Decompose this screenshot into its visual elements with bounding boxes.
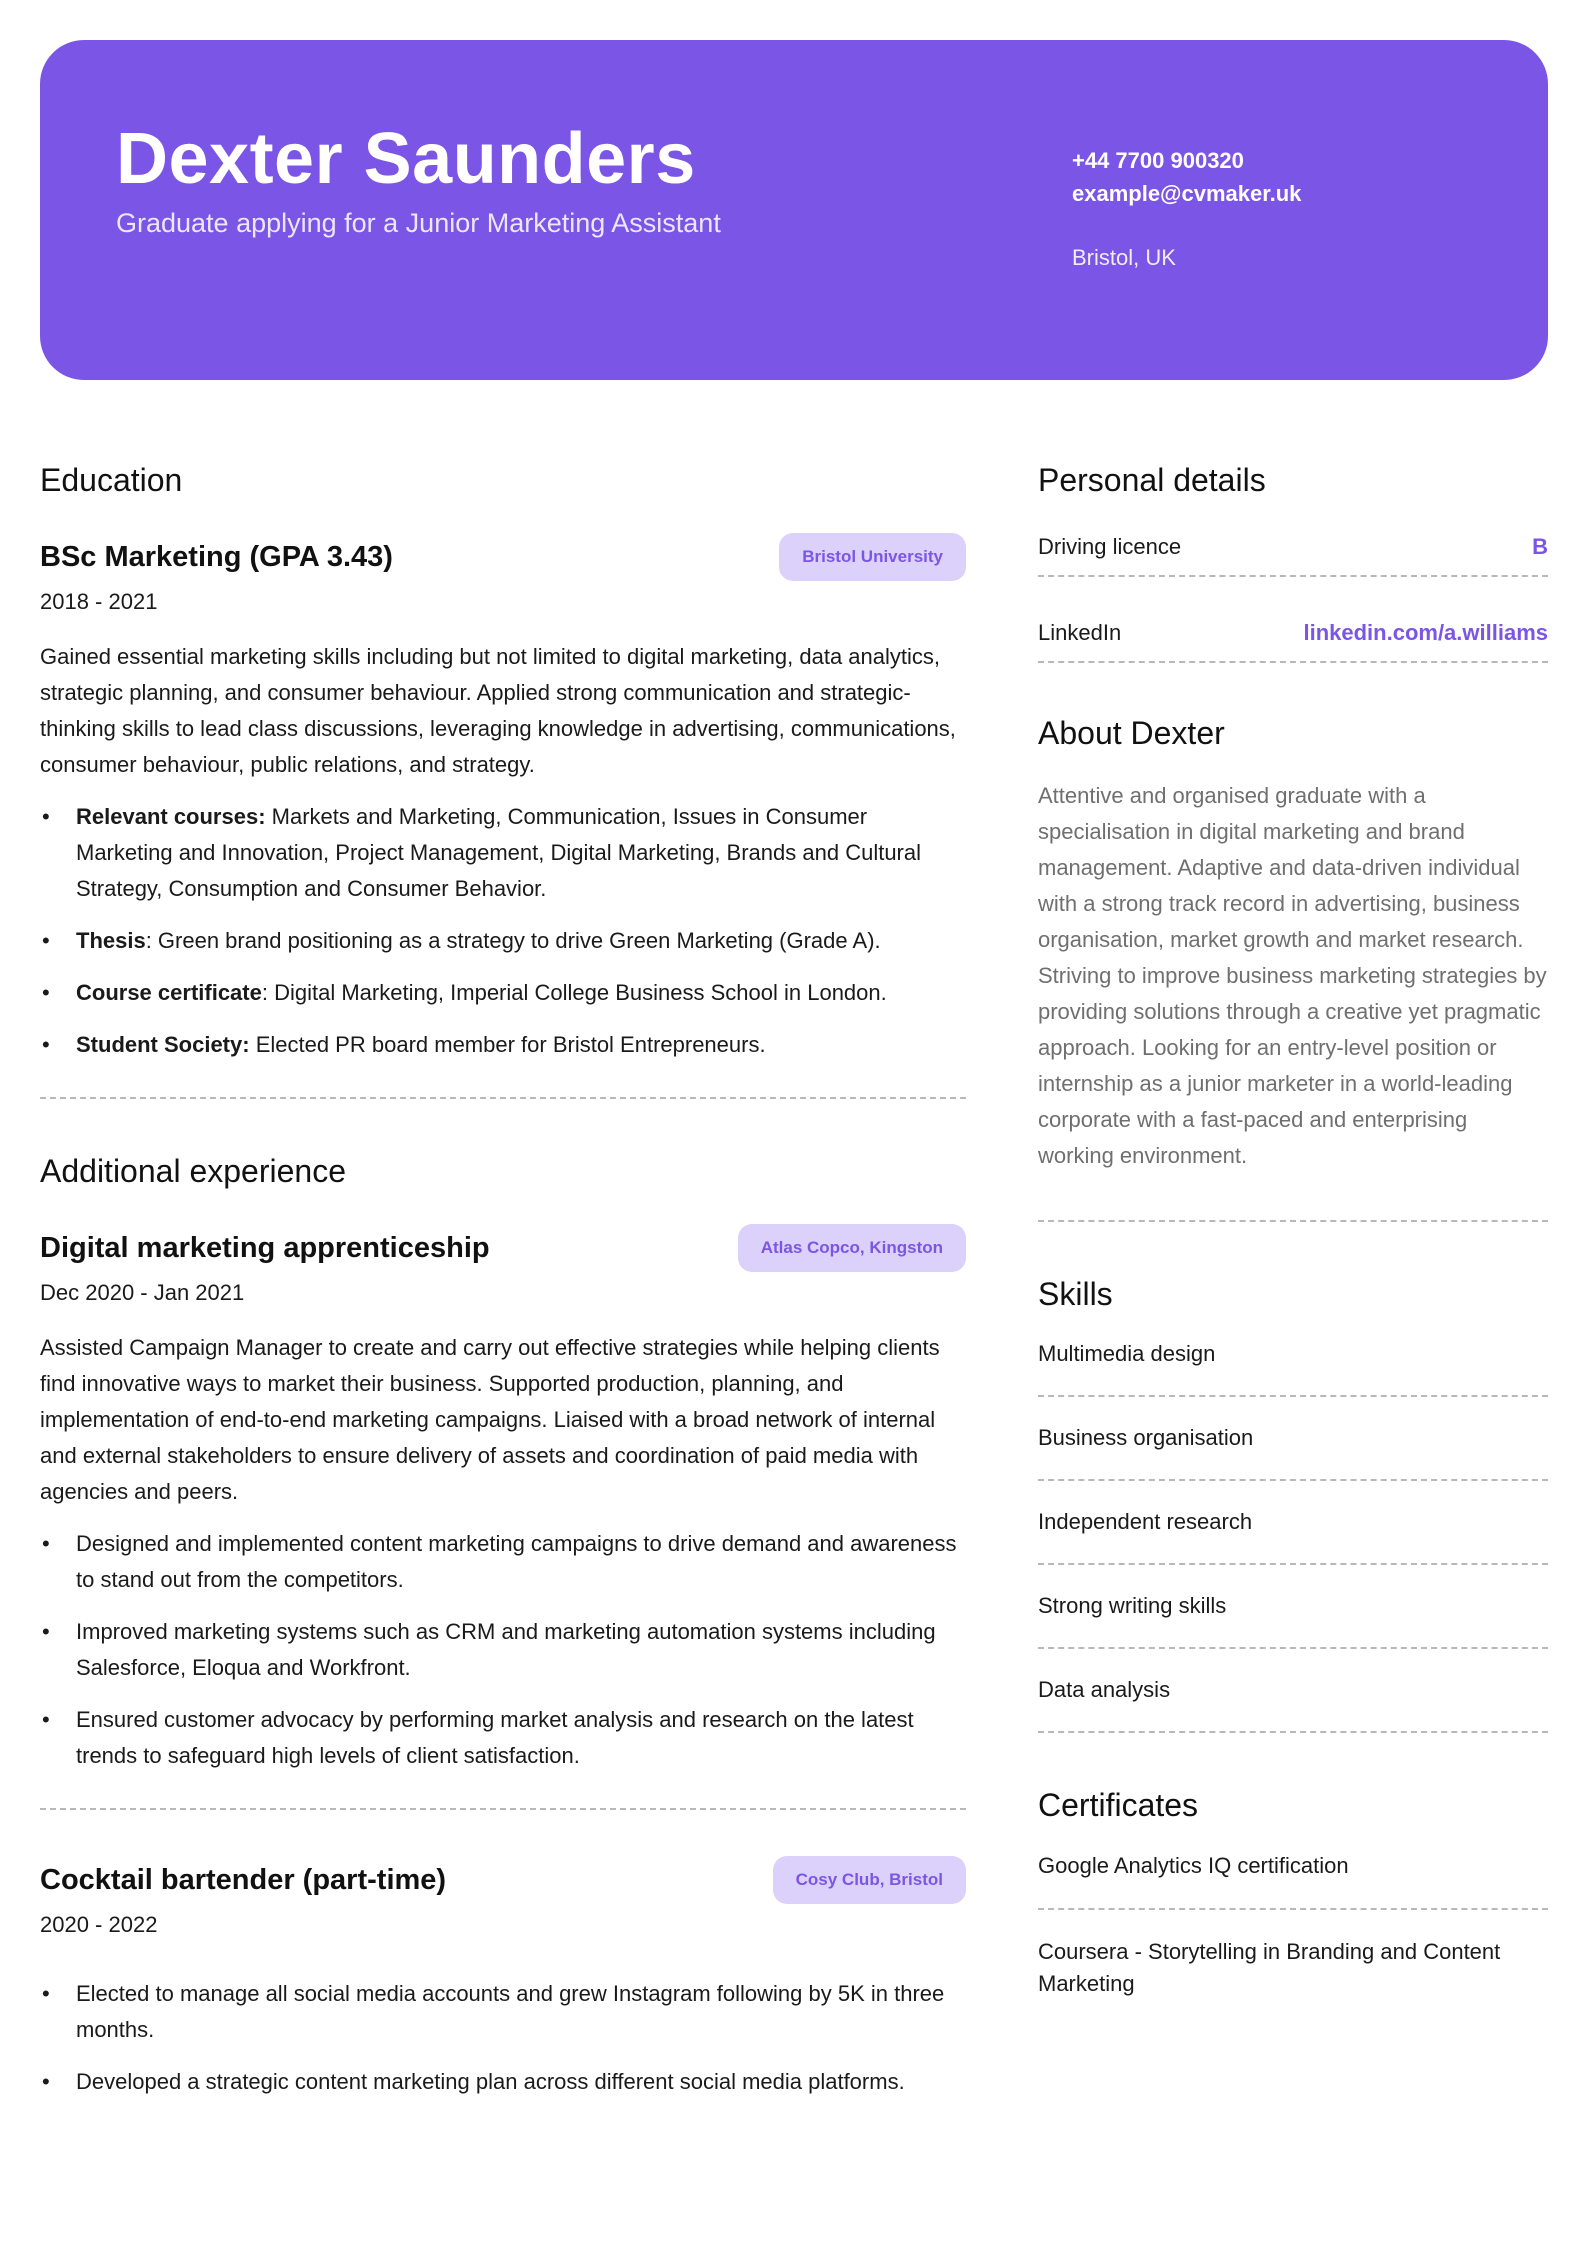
- list-item: • Course certificate: Digital Marketing, Imperial College Business School in London.: [40, 975, 966, 1011]
- experience-entry: [40, 1224, 966, 1774]
- list-item: • Designed and implemented content marketing campaigns to drive demand and awareness to stand out from the competitors.: [40, 1526, 966, 1598]
- certificates-heading: Certificates: [1038, 1787, 1199, 1823]
- about-heading: About Dexter: [1038, 715, 1225, 751]
- list-item: • Student Society: Elected PR board member for Bristol Entrepreneurs.: [40, 1027, 966, 1063]
- role-bullets: [40, 1976, 966, 2100]
- skills-list: [1038, 1313, 1548, 1733]
- role-bullets: [40, 1526, 966, 1774]
- list-item: • Ensured customer advocacy by performing market analysis and research on the latest trends to safeguard high levels of client satisfaction.: [40, 1702, 966, 1774]
- detail-row-linkedin: [1038, 605, 1548, 661]
- skill-item: Data analysis: [1038, 1649, 1548, 1733]
- divider: [1038, 661, 1548, 663]
- role-description: Assisted Campaign Manager to create and carry out effective strategies while helping clients find innovative ways to market their business. Supported production, planning, and implementation of end-to-end marketing campaigns. Liaised with a broad network of internal and external stakeholders to ensure delivery of assets and coordination of paid media with agencies and peers.: [40, 1335, 940, 1504]
- divider: [1038, 575, 1548, 577]
- education-entry: [40, 533, 966, 1063]
- email-address[interactable]: example@cvmaker.uk: [1072, 181, 1302, 206]
- phone-number[interactable]: +44 7700 900320: [1072, 148, 1244, 173]
- candidate-subtitle: Graduate applying for a Junior Marketing Assistant: [116, 208, 721, 238]
- personal-details-heading: Personal details: [1038, 462, 1266, 498]
- list-item: • Developed a strategic content marketing plan across different social media platforms.: [40, 2064, 966, 2100]
- list-item: • Improved marketing systems such as CRM and marketing automation systems including Salesforce, Eloqua and Workfront.: [40, 1614, 966, 1686]
- list-item: • Elected to manage all social media accounts and grew Instagram following by 5K in three months.: [40, 1976, 966, 2048]
- education-description: Gained essential marketing skills including but not limited to digital marketing, data analytics, strategic planning, and consumer behaviour. Applied strong communication and strategic-thinking skills to lead class discussions, leveraging knowledge in advertising, communications, consumer behaviour, public relations, and strategy.: [40, 644, 956, 777]
- skill-item: Independent research: [1038, 1481, 1548, 1565]
- detail-row-driving-licence: [1038, 519, 1548, 575]
- header-banner: [40, 40, 1548, 380]
- institution-badge: Bristol University: [779, 533, 966, 581]
- divider: [1038, 1220, 1548, 1222]
- location: Bristol, UK: [1072, 245, 1176, 270]
- detail-label: Driving licence: [1038, 534, 1182, 559]
- degree-title: BSc Marketing (GPA 3.43): [40, 540, 393, 573]
- divider: [1038, 1908, 1548, 1910]
- side-column: [1038, 440, 1548, 2000]
- about-text: Attentive and organised graduate with a specialisation in digital marketing and brand management. Adaptive and data-driven individual with a strong track record in advertising, business organisation, market growth and market research. Striving to improve business marketing strategies by providing solutions through a creative yet pragmatic approach. Looking for an entry-level position or internship as a junior marketer in a world-leading corporate with a fast-paced and enterprising working environment.: [1038, 783, 1547, 1168]
- experience-entry: [40, 1856, 966, 2100]
- education-dates: 2018 - 2021: [40, 589, 158, 614]
- role-dates: 2020 - 2022: [40, 1912, 158, 1937]
- candidate-name: Dexter Saunders: [116, 119, 696, 199]
- contact-block: [1072, 144, 1301, 274]
- certificate-item: Google Analytics IQ certification: [1038, 1853, 1349, 1878]
- detail-label: LinkedIn: [1038, 620, 1122, 645]
- certificate-item: Coursera - Storytelling in Branding and Content Marketing: [1038, 1939, 1501, 1996]
- divider: [40, 1808, 966, 1810]
- linkedin-link[interactable]: linkedin.com/a.williams: [1303, 620, 1548, 645]
- role-dates: Dec 2020 - Jan 2021: [40, 1280, 245, 1305]
- main-column: [40, 440, 966, 2116]
- education-bullets: [40, 799, 966, 1063]
- skill-item: Multimedia design: [1038, 1313, 1548, 1397]
- personal-details-list: [1038, 519, 1548, 663]
- role-title: Cocktail bartender (part-time): [40, 1863, 447, 1896]
- skill-item: Strong writing skills: [1038, 1565, 1548, 1649]
- list-item: • Relevant courses: Markets and Marketing, Communication, Issues in Consumer Marketing and Innovation, Project Management, Digital Marketing, Brands and Cultural Strategy, Consumption and Consumer Behavior.: [40, 799, 966, 907]
- divider: [40, 1097, 966, 1099]
- detail-value: B: [1532, 534, 1548, 559]
- skills-heading: Skills: [1038, 1276, 1113, 1312]
- certificates-list: [1038, 1850, 1548, 2000]
- list-item: • Thesis: Green brand positioning as a strategy to drive Green Marketing (Grade A).: [40, 923, 966, 959]
- education-heading: Education: [40, 462, 183, 498]
- role-title: Digital marketing apprenticeship: [40, 1231, 490, 1264]
- company-badge: Cosy Club, Bristol: [773, 1856, 966, 1904]
- experience-heading: Additional experience: [40, 1153, 346, 1189]
- company-badge: Atlas Copco, Kingston: [738, 1224, 966, 1272]
- skill-item: Business organisation: [1038, 1397, 1548, 1481]
